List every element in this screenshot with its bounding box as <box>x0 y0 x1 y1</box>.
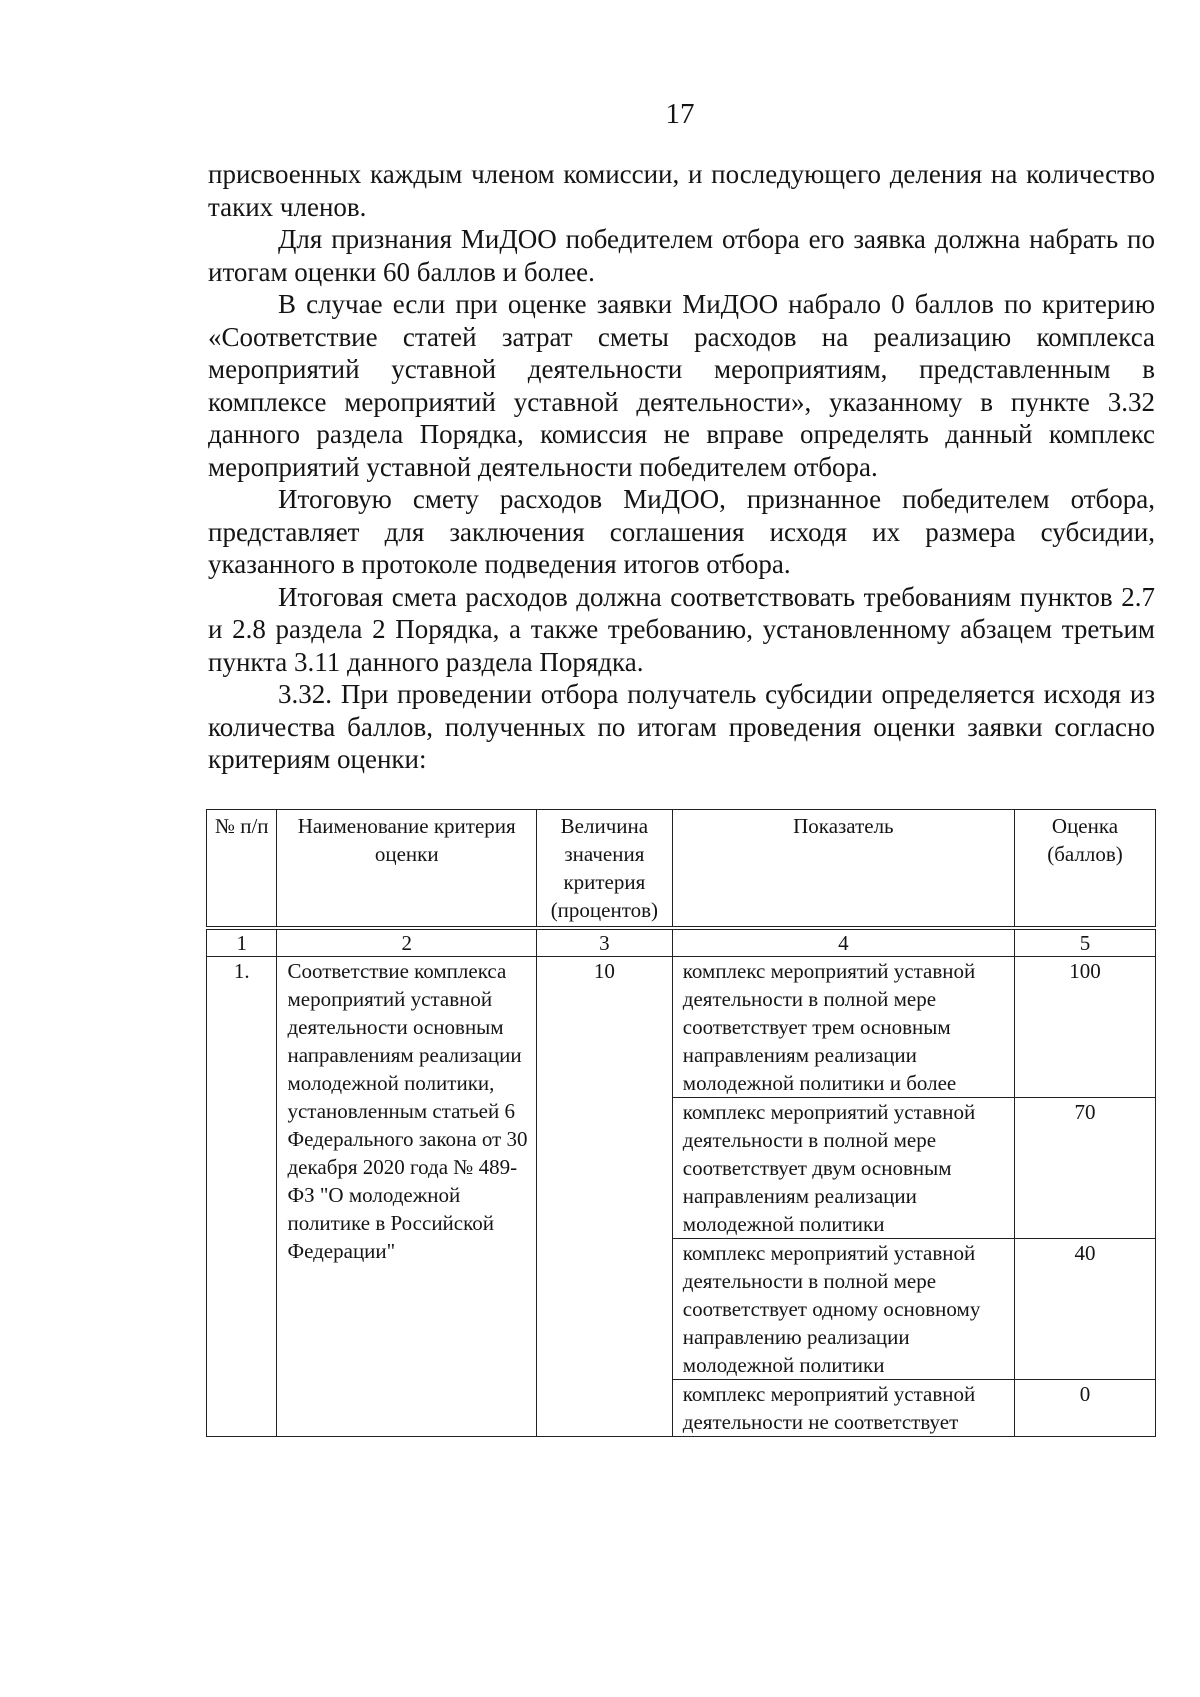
row-number: 1. <box>207 957 277 1437</box>
header-score: Оценка (баллов) <box>1015 810 1156 929</box>
indicator-score: 40 <box>1015 1239 1156 1380</box>
paragraph: Итоговую смету расходов МиДОО, признанное победителем отбора, представляет для заключения соглашения исходя их размера субсидии, указанного в протоколе подведения итогов отбора. <box>208 484 1155 579</box>
header-number: № п/п <box>207 810 277 929</box>
header-indicator: Показатель <box>672 810 1014 929</box>
paragraph: 3.32. При проведении отбора получатель субсидии определяется исходя из количества баллов, полученных по итогам проведения оценки заявки согласно критериям оценки: <box>208 679 1155 774</box>
column-number: 1 <box>207 928 277 957</box>
paragraph: присвоенных каждым членом комиссии, и последующего деления на количество таких членов. <box>208 159 1155 222</box>
indicator-score: 70 <box>1015 1098 1156 1239</box>
table-row <box>207 957 1156 1098</box>
criterion-name: Соответствие комплекса мероприятий уставной деятельности основным направлениям реализации молодежной политики, установленным статьей 6 Федерального закона от 30 декабря 2020 года № 489-ФЗ "О молодежной политике в Российской Федерации" <box>277 957 536 1437</box>
body-text <box>208 158 1155 776</box>
indicator-text: комплекс мероприятий уставной деятельности не соответствует <box>672 1380 1014 1437</box>
header-weight: Величина значения критерия (процентов) <box>536 810 672 929</box>
column-number: 3 <box>536 928 672 957</box>
column-number: 5 <box>1015 928 1156 957</box>
table-header-row <box>207 810 1156 929</box>
header-criterion: Наименование критерия оценки <box>277 810 536 929</box>
column-number-row <box>207 928 1156 957</box>
indicator-score: 0 <box>1015 1380 1156 1437</box>
paragraph: Итоговая смета расходов должна соответствовать требованиям пунктов 2.7 и 2.8 раздела 2 Порядка, а также требованию, установленному абзацем третьим пункта 3.11 данного раздела Порядка. <box>208 581 1155 677</box>
indicator-text: комплекс мероприятий уставной деятельности в полной мере соответствует одному основному направлению реализации молодежной политики <box>672 1239 1014 1380</box>
column-number: 4 <box>672 928 1014 957</box>
indicator-text: комплекс мероприятий уставной деятельности в полной мере соответствует двум основным направлениям реализации молодежной политики <box>672 1098 1014 1239</box>
criteria-table <box>206 809 1156 1437</box>
page-number: 17 <box>665 98 695 130</box>
paragraph: В случае если при оценке заявки МиДОО набрало 0 баллов по критерию «Соответствие статей затрат сметы расходов на реализацию комплекса мероприятий уставной деятельности мероприятиям, представленным в комплексе мероприятий уставной деятельности», указанному в пункте 3.32 данного раздела Порядка, комиссия не вправе определять данный комплекс мероприятий уставной деятельности победителем отбора. <box>208 289 1155 482</box>
paragraph: Для признания МиДОО победителем отбора его заявка должна набрать по итогам оценки 60 баллов и более. <box>208 224 1155 287</box>
indicator-score: 100 <box>1015 957 1156 1098</box>
criterion-weight: 10 <box>536 957 672 1437</box>
indicator-text: комплекс мероприятий уставной деятельности в полной мере соответствует трем основным направлениям реализации молодежной политики и более <box>672 957 1014 1098</box>
column-number: 2 <box>277 928 536 957</box>
